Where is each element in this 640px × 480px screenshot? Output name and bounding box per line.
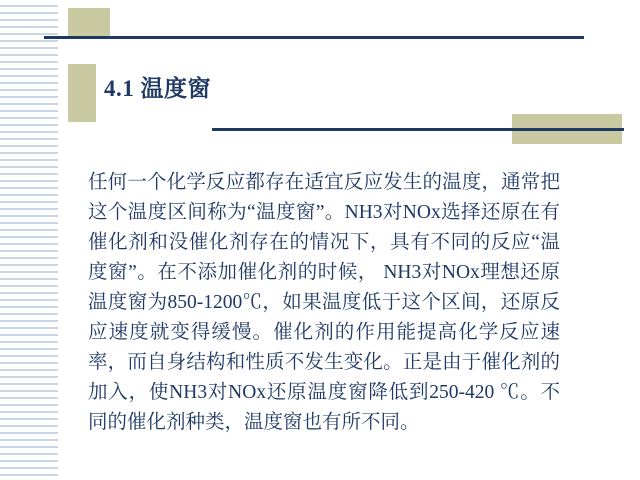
left-stripe-decoration [0,0,58,480]
divider-rule-bottom [212,128,624,131]
slide-title: 4.1 温度窗 [104,76,211,101]
khaki-block-left [68,64,96,122]
slide-body [88,168,560,438]
khaki-block-top [68,8,110,36]
divider-rule-top [44,36,584,39]
slide-body-paragraph: 任何一个化学反应都存在适宜反应发生的温度，通常把这个温度区间称为“温度窗”。NH3对NOx选择还原在有催化剂和没催化剂存在的情况下，具有不同的反应“温度窗”。在不添加催化剂的时候， NH3对NOx理想还原温度窗为850-1200℃，如果温度低于这个区间，还原反应速度就变得缓慢。催化剂的作用能提高化学反应速率，而自身结构和性质不发生变化。正是由于催化剂的加入，使NH3对NOx还原温度窗降低到250-420 ℃。不同的催化剂种类，温度窗也有所不同。 [88,172,560,433]
